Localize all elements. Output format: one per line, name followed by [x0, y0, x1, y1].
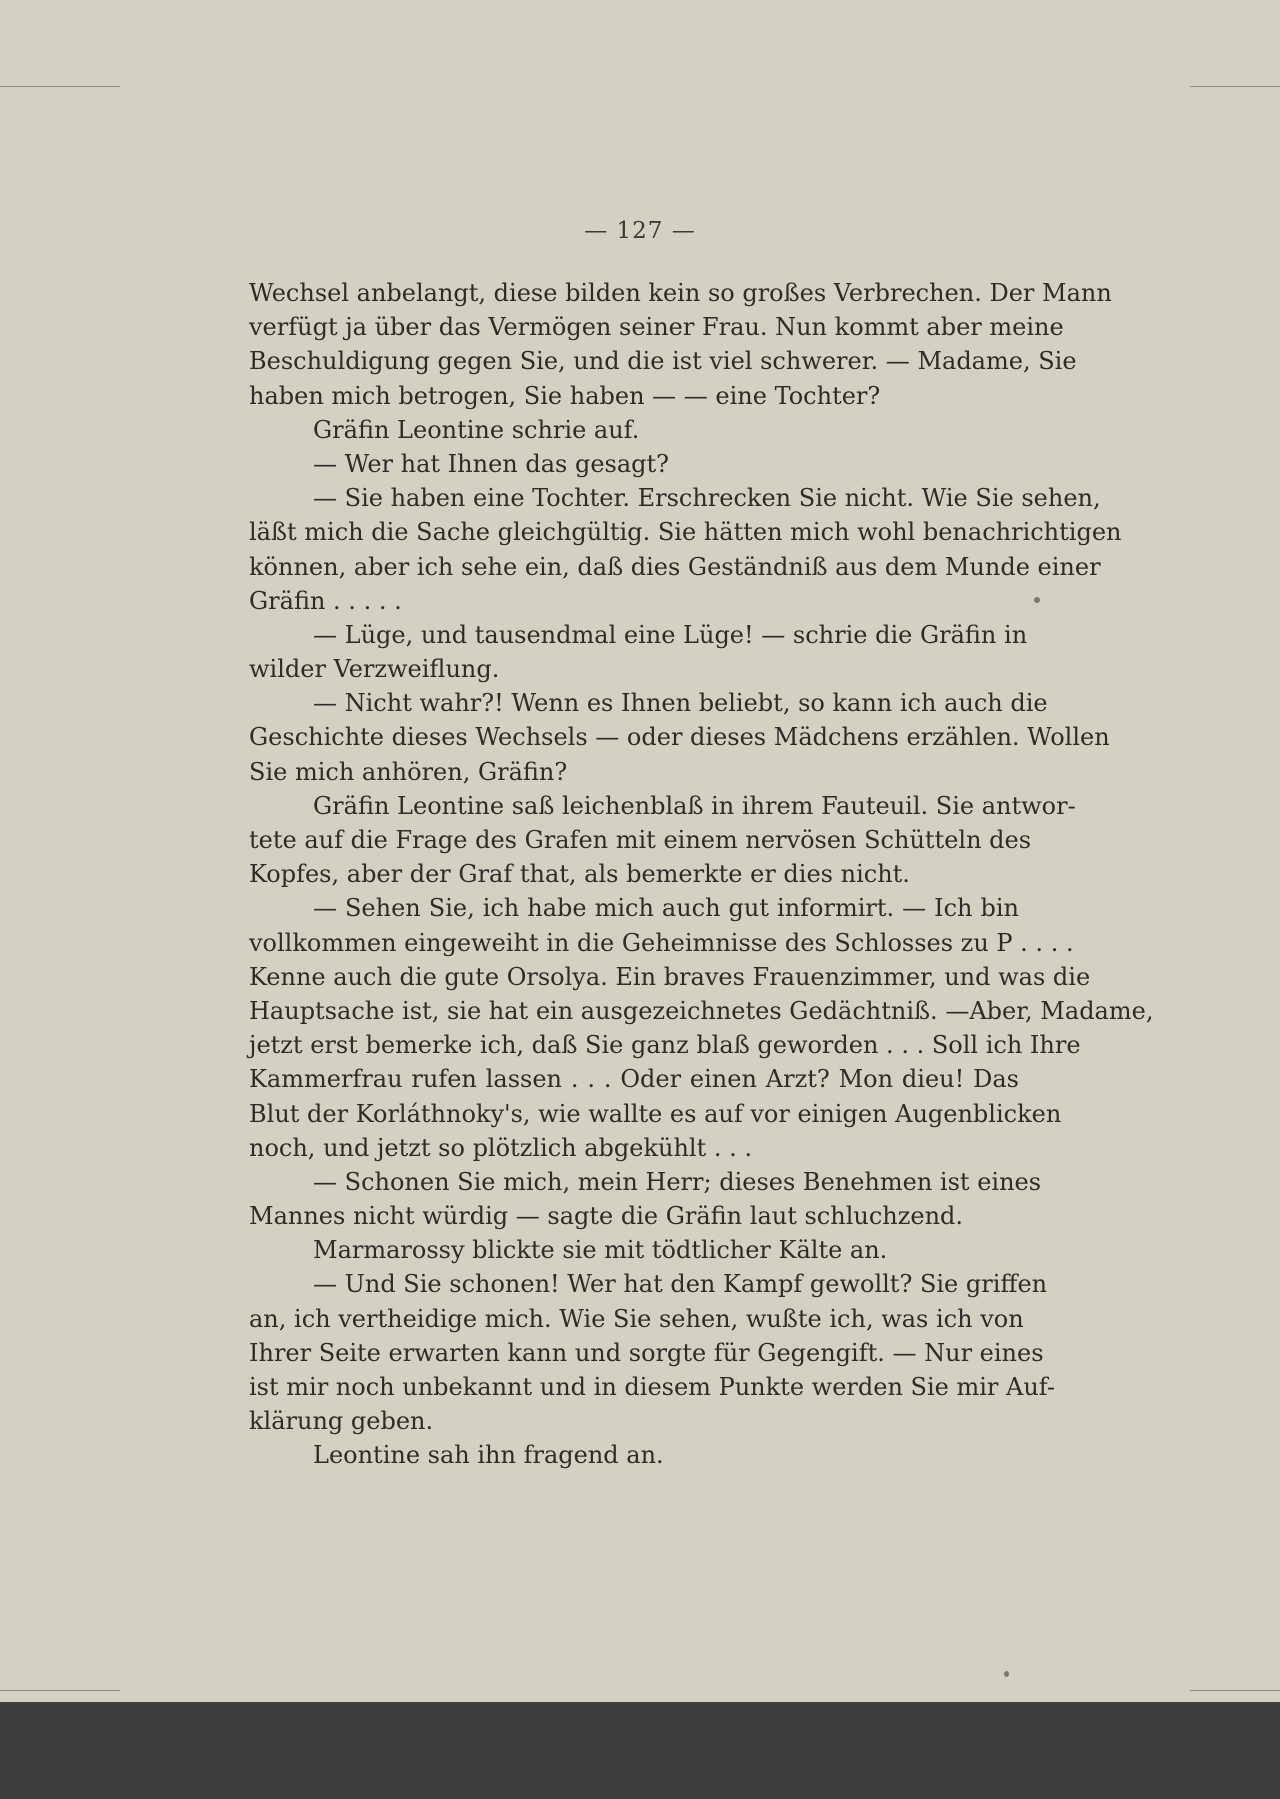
text-line: Mannes nicht würdig — sagte die Gräfin laut schluchzend. — [249, 1202, 964, 1231]
text-line: an, ich vertheidige mich. Wie Sie sehen, wußte ich, was ich von — [249, 1304, 1024, 1333]
text-line: — Wer hat Ihnen das gesagt? — [313, 449, 670, 478]
text-line: läßt mich die Sache gleichgültig. Sie hätten mich wohl benachrichtigen — [249, 518, 1122, 547]
text-line: Gräfin . . . . . — [249, 586, 402, 615]
text-line: Gräfin Leontine schrie auf. — [313, 415, 640, 444]
text-line: Kammerfrau rufen lassen . . . Oder einen Arzt? Mon dieu! Das — [249, 1065, 1019, 1094]
text-line: wilder Verzweiflung. — [249, 655, 500, 684]
text-line: — Nicht wahr?! Wenn es Ihnen beliebt, so kann ich auch die — [313, 689, 1048, 718]
page-number: — 127 — — [584, 218, 696, 244]
text-line: vollkommen eingeweiht in die Geheimnisse des Schlosses zu P . . . . — [249, 928, 1074, 957]
text-line: — Sehen Sie, ich habe mich auch gut informirt. — Ich bin — [313, 894, 1019, 923]
text-line: Marmarossy blickte sie mit tödtlicher Kälte an. — [313, 1236, 888, 1265]
text-line: — Und Sie schonen! Wer hat den Kampf gewollt? Sie griffen — [313, 1270, 1048, 1299]
crop-mark — [1190, 86, 1280, 87]
text-line: — Lüge, und tausendmal eine Lüge! — schrie die Gräfin in — [313, 620, 1028, 649]
text-line: Sie mich anhören, Gräfin? — [249, 757, 568, 786]
crop-mark — [0, 1690, 120, 1691]
text-line: klärung geben. — [249, 1407, 434, 1436]
text-line: Hauptsache ist, sie hat ein ausgezeichnetes Gedächtniß. —Aber, Madame, — [249, 996, 1154, 1025]
crop-mark — [1190, 1690, 1280, 1691]
text-line: haben mich betrogen, Sie haben — — eine Tochter? — [249, 381, 881, 410]
text-line: Wechsel anbelangt, diese bilden kein so großes Verbrechen. Der Mann — [249, 279, 1112, 307]
text-line: Beschuldigung gegen Sie, und die ist viel schwerer. — Madame, Sie — [249, 347, 1077, 376]
text-line: — Sie haben eine Tochter. Erschrecken Sie nicht. Wie Sie sehen, — [313, 484, 1101, 513]
text-line: können, aber ich sehe ein, daß dies Geständniß aus dem Munde einer — [249, 552, 1101, 581]
text-line: Leontine sah ihn fragend an. — [313, 1441, 664, 1470]
text-line: Kopfes, aber der Graf that, als bemerkte er dies nicht. — [249, 860, 910, 889]
text-line: Ihrer Seite erwarten kann und sorgte für Gegengift. — Nur eines — [249, 1338, 1044, 1367]
text-line: — Schonen Sie mich, mein Herr; dieses Benehmen ist eines — [313, 1167, 1042, 1196]
text-line: Gräfin Leontine saß leichenblaß in ihrem Fauteuil. Sie antwor- — [313, 791, 1076, 820]
paper-speck — [1034, 597, 1040, 603]
text-line: noch, und jetzt so plötzlich abgekühlt . . . — [249, 1133, 753, 1162]
text-line: Geschichte dieses Wechsels — oder dieses Mädchens erzählen. Wollen — [249, 723, 1110, 752]
body-text — [249, 276, 1154, 1473]
text-line: ist mir noch unbekannt und in diesem Punkte werden Sie mir Auf- — [249, 1373, 1055, 1401]
paper-speck — [1004, 1671, 1009, 1677]
scan-border — [0, 1702, 1280, 1799]
text-line: jetzt erst bemerke ich, daß Sie ganz blaß geworden . . . Soll ich Ihre — [249, 1031, 1081, 1060]
text-line: Kenne auch die gute Orsolya. Ein braves Frauenzimmer, und was die — [249, 962, 1091, 991]
text-line: Blut der Korláthnoky's, wie wallte es auf vor einigen Augenblicken — [249, 1099, 1062, 1128]
text-line: verfügt ja über das Vermögen seiner Frau. Nun kommt aber meine — [249, 313, 1064, 342]
crop-mark — [0, 86, 120, 87]
text-line: tete auf die Frage des Grafen mit einem nervösen Schütteln des — [249, 826, 1032, 854]
